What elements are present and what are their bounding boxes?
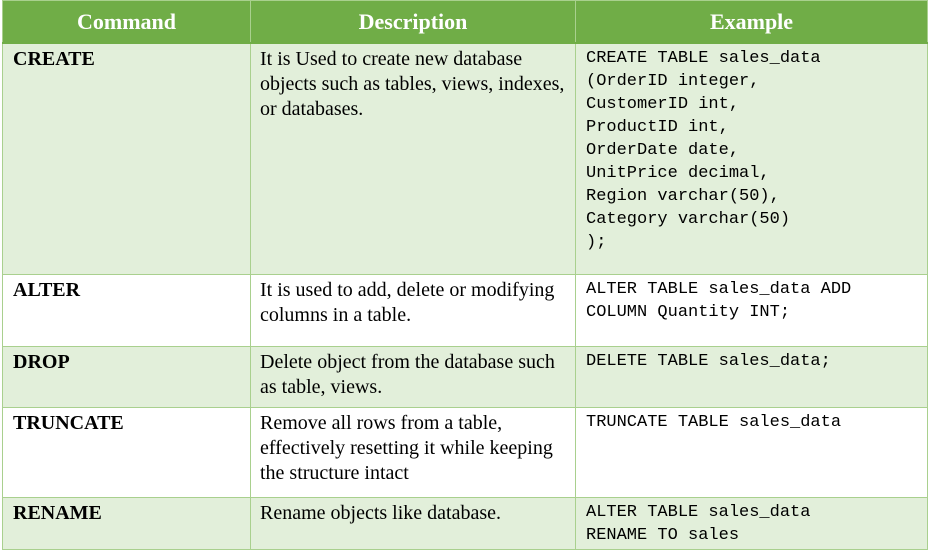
command-cell: CREATE — [3, 43, 251, 274]
example-cell — [576, 346, 928, 407]
example-cell — [576, 407, 928, 497]
code-line: TRUNCATE TABLE sales_data — [586, 412, 842, 432]
code-line: (OrderID integer, — [586, 72, 760, 91]
code-line: ); — [586, 233, 607, 252]
code-line: ProductID int, — [586, 118, 729, 137]
table-row — [3, 346, 928, 407]
example-cell — [576, 43, 928, 274]
code-line: RENAME TO sales — [586, 525, 740, 545]
code-line: ALTER TABLE sales_data ADD — [586, 279, 852, 299]
description-cell: It is used to add, delete or modifying columns in a table. — [251, 274, 576, 346]
code-line: CREATE TABLE sales_data — [586, 49, 821, 68]
code-line: OrderDate date, — [586, 141, 740, 160]
code-line: ALTER TABLE sales_data — [586, 502, 811, 522]
description-cell: Remove all rows from a table, effectively resetting it while keeping the structure intact — [251, 407, 576, 497]
code-line: Region varchar(50), — [586, 187, 780, 206]
description-cell: Delete object from the database such as table, views. — [251, 346, 576, 407]
code-line: DELETE TABLE sales_data; — [586, 351, 831, 371]
command-cell: DROP — [3, 346, 251, 407]
example-cell — [576, 497, 928, 549]
header-command: Command — [3, 1, 251, 44]
description-cell: Rename objects like database. — [251, 497, 576, 549]
sql-commands-table — [2, 0, 928, 550]
table-row — [3, 407, 928, 497]
command-cell: ALTER — [3, 274, 251, 346]
code-line: UnitPrice decimal, — [586, 164, 770, 183]
command-cell: RENAME — [3, 497, 251, 549]
table-row — [3, 274, 928, 346]
header-description: Description — [251, 1, 576, 44]
table-row — [3, 43, 928, 274]
code-line: COLUMN Quantity INT; — [586, 302, 791, 322]
code-line: Category varchar(50) — [586, 210, 791, 229]
example-cell — [576, 274, 928, 346]
table-row — [3, 497, 928, 549]
command-cell: TRUNCATE — [3, 407, 251, 497]
header-row — [3, 1, 928, 44]
code-line: CustomerID int, — [586, 95, 740, 114]
header-example: Example — [576, 1, 928, 44]
description-cell: It is Used to create new database objects such as tables, views, indexes, or databases. — [251, 43, 576, 274]
